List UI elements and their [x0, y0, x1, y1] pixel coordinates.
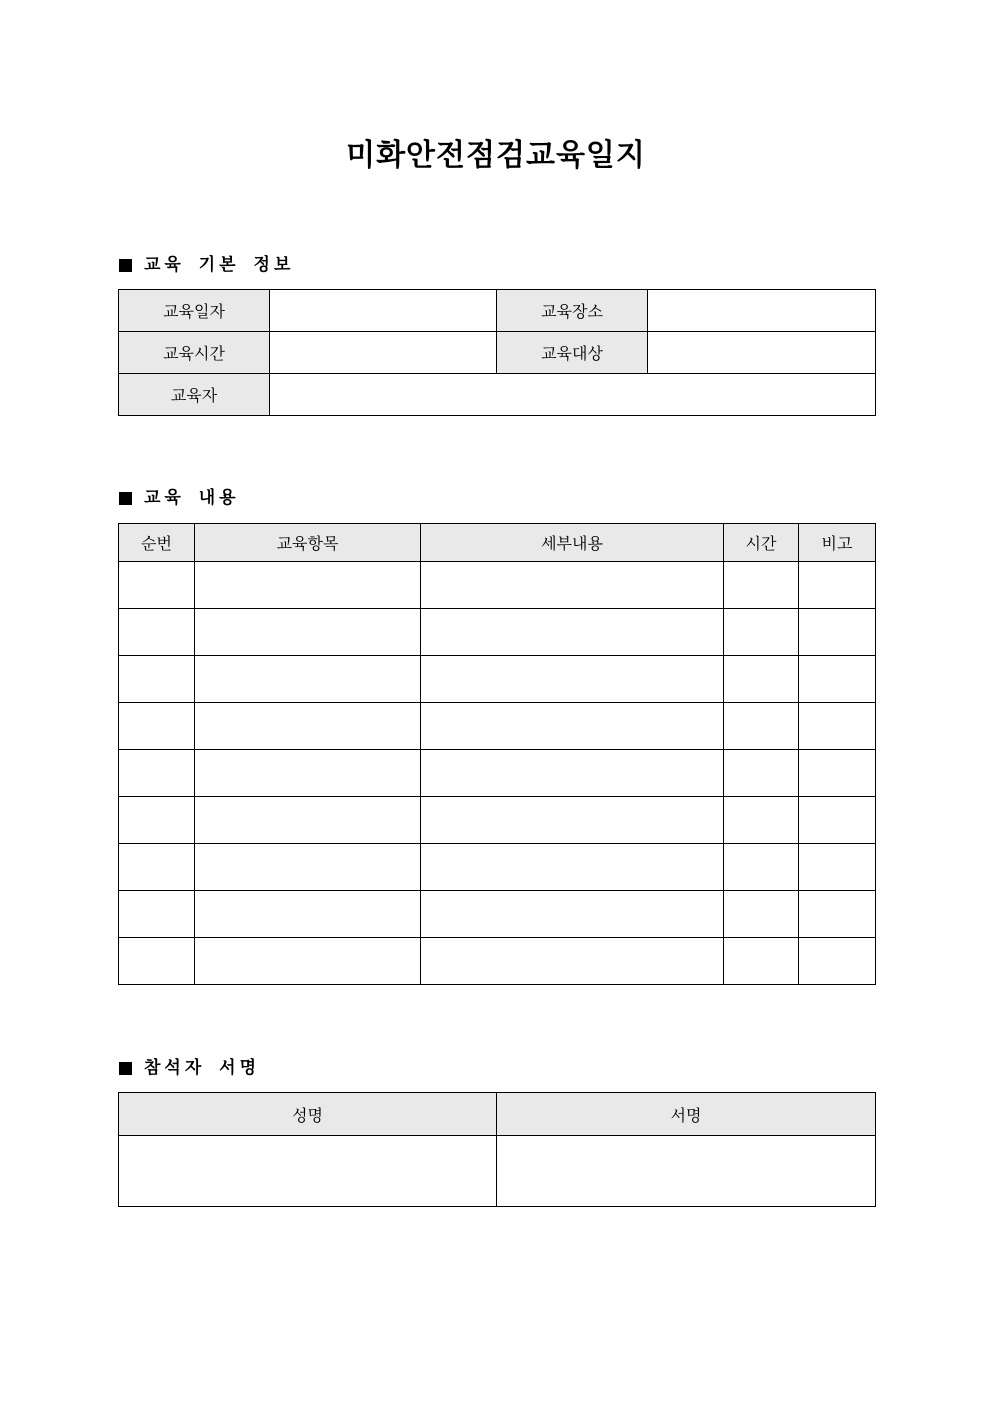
table-header-row [119, 1093, 876, 1136]
table-cell-remarks[interactable] [799, 938, 876, 985]
instructor-field[interactable] [270, 374, 876, 416]
table-row [119, 797, 876, 844]
table-cell-item[interactable] [195, 703, 421, 750]
table-cell-time[interactable] [724, 750, 799, 797]
table-cell-details[interactable] [421, 797, 724, 844]
table-row [119, 750, 876, 797]
table-cell-number[interactable] [119, 703, 195, 750]
table-cell-number[interactable] [119, 750, 195, 797]
column-header-time: 시간 [724, 524, 799, 562]
table-cell-time[interactable] [724, 797, 799, 844]
table-row [119, 891, 876, 938]
table-cell-item[interactable] [195, 938, 421, 985]
table-cell-number[interactable] [119, 609, 195, 656]
table-cell-time[interactable] [724, 938, 799, 985]
table-cell-number[interactable] [119, 797, 195, 844]
table-cell-details[interactable] [421, 562, 724, 609]
section-heading-text: 교육 기본 정보 [144, 255, 295, 275]
table-cell-details[interactable] [421, 703, 724, 750]
table-cell-item[interactable] [195, 609, 421, 656]
table-cell-details[interactable] [421, 938, 724, 985]
square-bullet-icon [119, 259, 132, 272]
table-cell-time[interactable] [724, 703, 799, 750]
table-cell-remarks[interactable] [799, 656, 876, 703]
table-cell-remarks[interactable] [799, 891, 876, 938]
table-cell-remarks[interactable] [799, 797, 876, 844]
column-header-remarks: 비고 [799, 524, 876, 562]
education-time-field[interactable] [270, 332, 497, 374]
table-cell-item[interactable] [195, 656, 421, 703]
education-content-table [118, 523, 876, 985]
table-cell-item[interactable] [195, 844, 421, 891]
table-row [119, 844, 876, 891]
table-cell-time[interactable] [724, 844, 799, 891]
label-education-date: 교육일자 [119, 290, 270, 332]
column-header-signature: 서명 [497, 1093, 876, 1136]
attendee-name-field[interactable] [119, 1136, 497, 1207]
column-header-item: 교육항목 [195, 524, 421, 562]
table-cell-remarks[interactable] [799, 703, 876, 750]
table-cell-number[interactable] [119, 844, 195, 891]
table-row [119, 332, 876, 374]
table-header-row [119, 524, 876, 562]
table-cell-item[interactable] [195, 750, 421, 797]
table-row [119, 290, 876, 332]
section-heading-content [119, 486, 240, 510]
education-target-field[interactable] [648, 332, 876, 374]
table-cell-number[interactable] [119, 891, 195, 938]
table-cell-remarks[interactable] [799, 844, 876, 891]
section-heading-basic-info [119, 253, 294, 277]
label-education-time: 교육시간 [119, 332, 270, 374]
table-row [119, 938, 876, 985]
section-heading-signature [119, 1056, 260, 1080]
section-heading-text: 교육 내용 [144, 488, 240, 508]
column-header-number: 순번 [119, 524, 195, 562]
square-bullet-icon [119, 492, 132, 505]
table-cell-details[interactable] [421, 609, 724, 656]
label-education-target: 교육대상 [497, 332, 648, 374]
table-cell-number[interactable] [119, 562, 195, 609]
column-header-details: 세부내용 [421, 524, 724, 562]
table-cell-remarks[interactable] [799, 750, 876, 797]
attendee-signature-field[interactable] [497, 1136, 876, 1207]
table-cell-remarks[interactable] [799, 562, 876, 609]
education-date-field[interactable] [270, 290, 497, 332]
table-cell-item[interactable] [195, 562, 421, 609]
table-cell-number[interactable] [119, 938, 195, 985]
table-cell-time[interactable] [724, 891, 799, 938]
square-bullet-icon [119, 1062, 132, 1075]
table-cell-item[interactable] [195, 797, 421, 844]
table-cell-details[interactable] [421, 844, 724, 891]
table-cell-time[interactable] [724, 562, 799, 609]
table-row [119, 656, 876, 703]
education-place-field[interactable] [648, 290, 876, 332]
table-cell-details[interactable] [421, 891, 724, 938]
attendee-signature-table [118, 1092, 876, 1207]
table-row [119, 562, 876, 609]
table-row [119, 703, 876, 750]
label-instructor: 교육자 [119, 374, 270, 416]
table-cell-remarks[interactable] [799, 609, 876, 656]
label-education-place: 교육장소 [497, 290, 648, 332]
table-cell-number[interactable] [119, 656, 195, 703]
table-row [119, 609, 876, 656]
table-row [119, 374, 876, 416]
table-cell-time[interactable] [724, 656, 799, 703]
table-cell-details[interactable] [421, 656, 724, 703]
document-title: 미화안전점검교육일지 [346, 138, 646, 173]
section-heading-text: 참석자 서명 [144, 1058, 261, 1078]
table-cell-time[interactable] [724, 609, 799, 656]
table-row [119, 1136, 876, 1207]
table-cell-item[interactable] [195, 891, 421, 938]
table-cell-details[interactable] [421, 750, 724, 797]
column-header-name: 성명 [119, 1093, 497, 1136]
basic-info-table [118, 289, 876, 416]
